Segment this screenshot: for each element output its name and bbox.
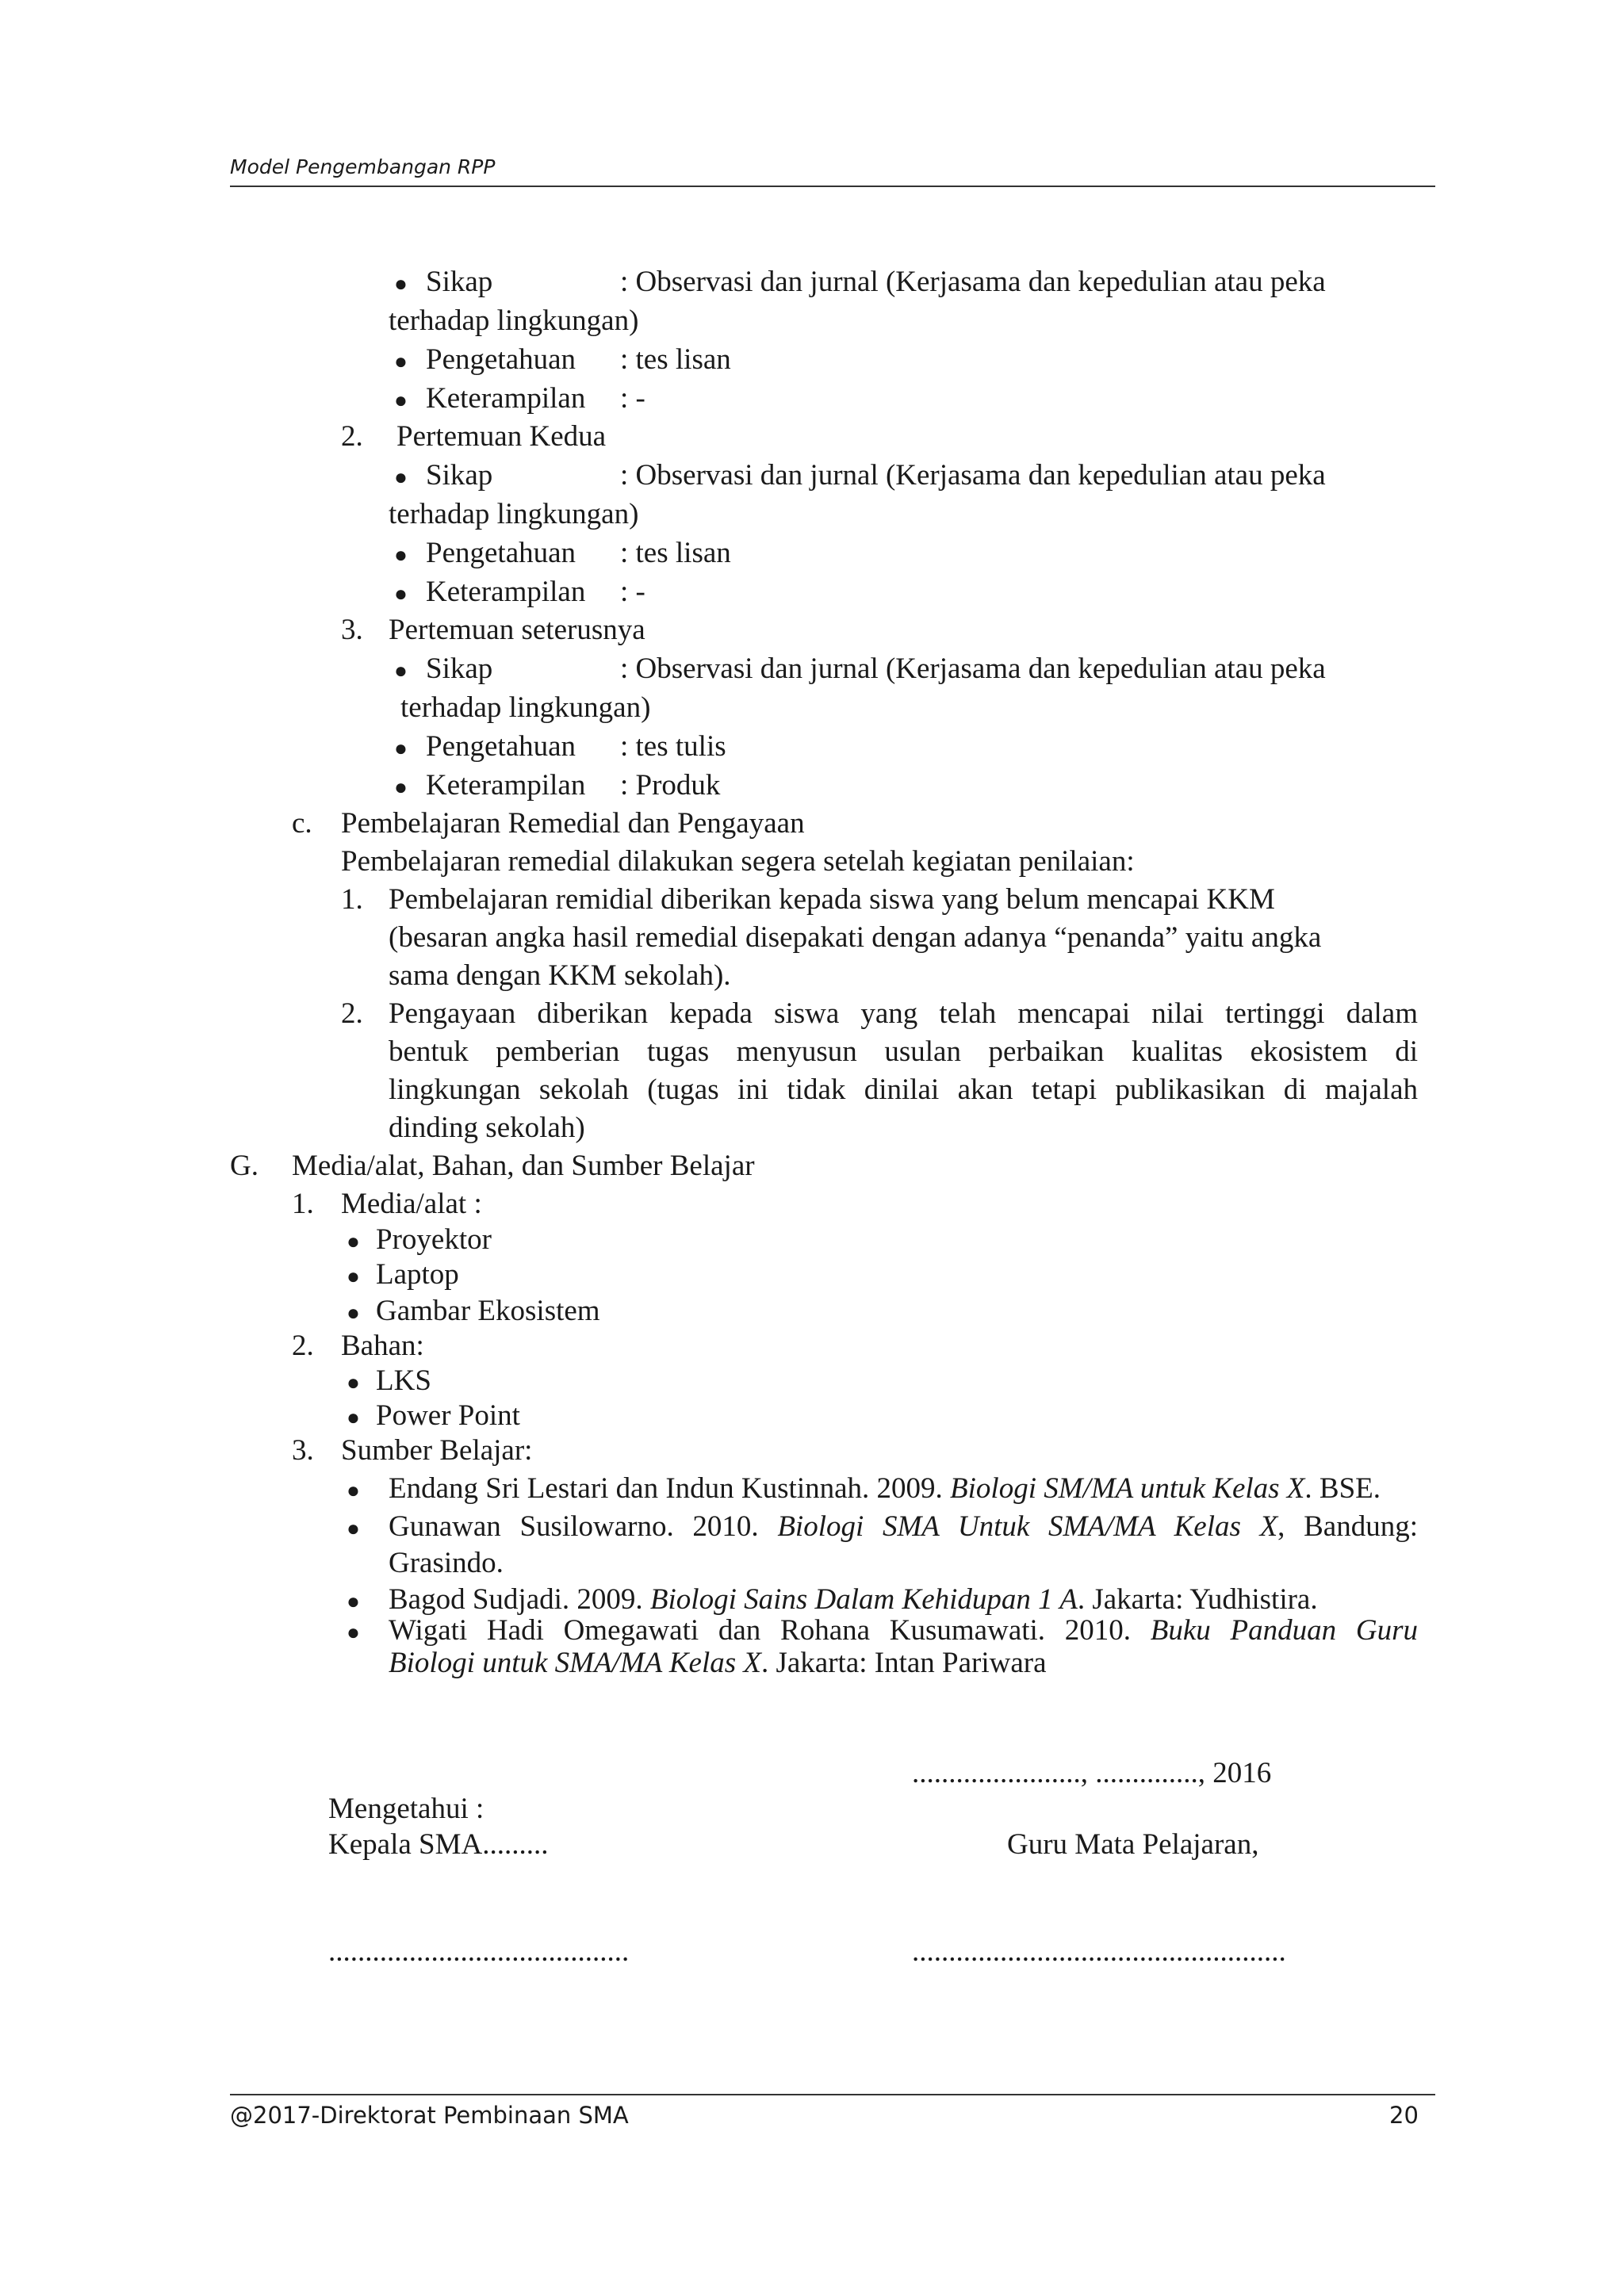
label-sikap-2: Sikap — [426, 459, 493, 492]
letter-c: c. — [292, 807, 312, 840]
intro-remedial: Pembelajaran remedial dilakukan segera setelah kegiatan penilaian: — [341, 845, 1135, 878]
title-pertemuan-3: Pertemuan seterusnya — [389, 614, 645, 646]
remedial-1-line-3: sama dengan KKM sekolah). — [389, 959, 731, 992]
page-number: 20 — [1389, 2102, 1419, 2129]
label-ket-1: Keterampilan — [426, 382, 586, 415]
label-sikap-3: Sikap — [426, 652, 493, 685]
letter-g: G. — [230, 1150, 259, 1182]
bullet-media-3: ● — [347, 1301, 360, 1326]
title-media: Media/alat, Bahan, dan Sumber Belajar — [292, 1150, 755, 1182]
value-peng-3: : tes tulis — [620, 730, 726, 763]
cont-sikap-2: terhadap lingkungan) — [389, 498, 639, 530]
bullet-ket-1: ● — [394, 388, 408, 413]
value-peng-1: : tes lisan — [620, 343, 731, 376]
bahan-item: LKS — [376, 1364, 431, 1397]
reference-3: Bagod Sudjadi. 2009. Biologi Sains Dalam Kehidupan 1 A. Jakarta: Yudhistira. — [389, 1583, 1318, 1616]
bullet-sikap-3: ● — [394, 659, 408, 683]
bullet-media-2: ● — [347, 1265, 360, 1289]
reference-4-line-2: Biologi untuk SMA/MA Kelas X. Jakarta: Intan Pariwara — [389, 1647, 1047, 1679]
bullet-ref-2: ● — [347, 1517, 360, 1541]
label-ket-2: Keterampilan — [426, 576, 586, 608]
remedial-2-line-3: lingkungan sekolah (tugas ini tidak dinilai akan tetapi publikasikan di majalah — [389, 1073, 1418, 1106]
bullet-ref-3: ● — [347, 1590, 360, 1614]
label-peng-2: Pengetahuan — [426, 537, 576, 569]
bullet-peng-1: ● — [394, 350, 408, 374]
bullet-ket-2: ● — [394, 582, 408, 607]
value-ket-2: : - — [620, 576, 645, 608]
title-media-alat: Media/alat : — [341, 1188, 482, 1220]
bullet-sikap-2: ● — [394, 465, 408, 490]
value-sikap-3: : Observasi dan jurnal (Kerjasama dan kepedulian atau peka — [620, 652, 1326, 685]
reference-2-line-1: Gunawan Susilowarno. 2010. Biologi SMA Untuk SMA/MA Kelas X, Bandung: — [389, 1510, 1418, 1543]
label-peng-1: Pengetahuan — [426, 343, 576, 376]
media-item: Laptop — [376, 1258, 459, 1291]
num-sumber: 3. — [292, 1434, 314, 1467]
footer-rule — [230, 2094, 1435, 2095]
bullet-media-1: ● — [347, 1230, 360, 1254]
label-sikap-1: Sikap — [426, 266, 493, 298]
value-ket-3: : Produk — [620, 769, 721, 802]
bullet-sikap-1: ● — [394, 272, 408, 297]
signature-guru-title: Guru Mata Pelajaran, — [1007, 1828, 1259, 1861]
media-item: Gambar Ekosistem — [376, 1295, 600, 1327]
num-media-alat: 1. — [292, 1188, 314, 1220]
reference-2-line-2: Grasindo. — [389, 1547, 504, 1579]
reference-1: Endang Sri Lestari dan Indun Kustinnah. 2009. Biologi SM/MA untuk Kelas X. BSE. — [389, 1472, 1381, 1505]
bullet-ref-1: ● — [347, 1479, 360, 1503]
remedial-2-line-2: bentuk pemberian tugas menyusun usulan perbaikan kualitas ekosistem di — [389, 1035, 1418, 1068]
title-pertemuan-2: Pertemuan Kedua — [396, 420, 607, 453]
bullet-peng-3: ● — [394, 737, 408, 761]
label-ket-3: Keterampilan — [426, 769, 586, 802]
num-pertemuan-2: 2. — [341, 420, 363, 453]
bahan-item: Power Point — [376, 1399, 520, 1432]
signature-kepala-sma: Kepala SMA......... — [328, 1828, 549, 1861]
title-sumber: Sumber Belajar: — [341, 1434, 533, 1467]
footer-copyright: @2017-Direktorat Pembinaan SMA — [230, 2102, 629, 2129]
remedial-2-line-4: dinding sekolah) — [389, 1112, 585, 1144]
bullet-ref-4: ● — [347, 1621, 360, 1645]
remedial-1-line-1: Pembelajaran remidial diberikan kepada siswa yang belum mencapai KKM — [389, 883, 1275, 916]
remedial-1-line-2: (besaran angka hasil remedial disepakati dengan adanya “penanda” yaitu angka — [389, 921, 1322, 954]
label-peng-3: Pengetahuan — [426, 730, 576, 763]
signature-date: ......................., .............., 2016 — [912, 1757, 1272, 1789]
title-bahan: Bahan: — [341, 1330, 424, 1362]
value-sikap-1: : Observasi dan jurnal (Kerjasama dan kepedulian atau peka — [620, 266, 1326, 298]
cont-sikap-3: terhadap lingkungan) — [400, 691, 651, 724]
header-title: Model Pengembangan RPP — [230, 155, 496, 178]
num-remedial-2: 2. — [341, 997, 363, 1030]
cont-sikap-1: terhadap lingkungan) — [389, 304, 639, 337]
value-ket-1: : - — [620, 382, 645, 415]
value-peng-2: : tes lisan — [620, 537, 731, 569]
num-pertemuan-3: 3. — [341, 614, 363, 646]
num-bahan: 2. — [292, 1330, 314, 1362]
title-remedial: Pembelajaran Remedial dan Pengayaan — [341, 807, 805, 840]
signature-line-right: ................................................... — [912, 1935, 1286, 1968]
bullet-bahan-1: ● — [347, 1371, 360, 1395]
bullet-ket-3: ● — [394, 775, 408, 800]
media-item: Proyektor — [376, 1223, 492, 1256]
header-rule — [230, 186, 1435, 187]
remedial-2-line-1: Pengayaan diberikan kepada siswa yang telah mencapai nilai tertinggi dalam — [389, 997, 1418, 1030]
bullet-bahan-2: ● — [347, 1406, 360, 1430]
value-sikap-2: : Observasi dan jurnal (Kerjasama dan kepedulian atau peka — [620, 459, 1326, 492]
signature-line-left: ......................................... — [328, 1935, 630, 1968]
num-remedial-1: 1. — [341, 883, 363, 916]
reference-4-line-1: Wigati Hadi Omegawati dan Rohana Kusumawati. 2010. Buku Panduan Guru — [389, 1614, 1418, 1647]
bullet-peng-2: ● — [394, 543, 408, 568]
signature-mengetahui: Mengetahui : — [328, 1793, 485, 1825]
